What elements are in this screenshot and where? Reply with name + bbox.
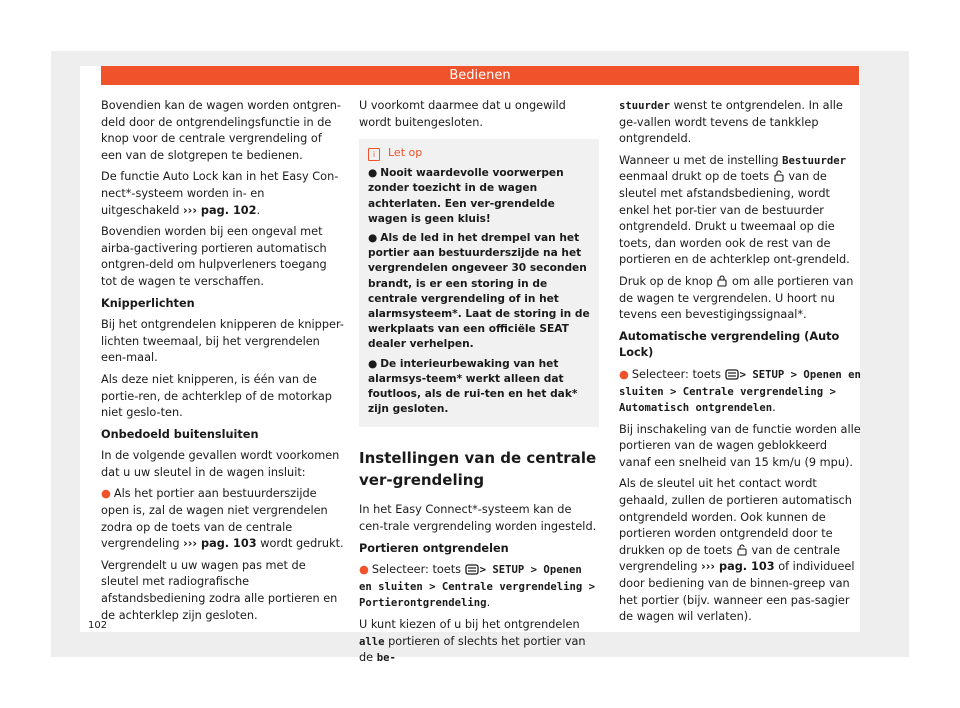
paragraph xyxy=(359,617,599,667)
bullet-icon: ● xyxy=(619,367,629,381)
text: wordt gedrukt. xyxy=(256,537,344,551)
bullet-icon: ● xyxy=(359,563,369,577)
paragraph xyxy=(619,476,861,625)
text: Wanneer u met de instelling xyxy=(619,153,783,167)
bullet-icon: ● xyxy=(101,487,111,501)
menu-path: > SETUP > Openen en sluiten > Centrale vergrendeling > Portierontgrendeling xyxy=(359,564,595,610)
option-value: alle xyxy=(359,635,385,648)
text: van de sleutel met afstandsbediening, wordt enkel het por-tier van de bestuurder ontgrendeld. Drukt u tweemaal op die toets, dan worden ook de rest van de portieren en de achterklep ont-grendeld. xyxy=(619,170,850,267)
paragraph xyxy=(619,98,861,148)
page-reference-link[interactable]: ››› pag. 103 xyxy=(183,537,257,551)
paragraph xyxy=(101,169,346,219)
paragraph: U voorkomt daarmee dat u ongewild wordt buitengesloten. xyxy=(359,99,566,129)
note-title-text: Let op xyxy=(388,146,423,160)
paragraph: Bovendien kan de wagen worden ontgren-deld door de ontgrendelingsfunctie in de knop voor de centrale vergrendeling of een van de slotgrepen te bedienen. xyxy=(101,99,341,162)
paragraph: Bovendien worden bij een ongeval met airba-gactivering portieren automatisch ontgren-deld om hulpverleners toegang tot de wagen te verschaffen. xyxy=(101,225,327,288)
option-value: Bestuurder xyxy=(782,154,846,167)
text: van de centrale vergrendeling xyxy=(619,543,841,574)
text: of individueel door bediening van de binnen-greep van het portier (bijv. wanneer een pas-sagier de wagen wil verlaten). xyxy=(619,560,855,624)
car-menu-icon xyxy=(725,369,739,380)
paragraph xyxy=(619,153,861,269)
text: . xyxy=(772,401,776,415)
text: . xyxy=(256,203,261,217)
page-reference-link[interactable]: ››› pag. 103 xyxy=(701,560,775,574)
info-icon: i xyxy=(368,148,380,161)
column-1 xyxy=(101,98,346,629)
note-title xyxy=(368,145,591,161)
paragraph: In de volgende gevallen wordt voorkomen dat u uw sleutel in de wagen insluit: xyxy=(101,449,340,479)
option-value: stuurder xyxy=(619,100,671,112)
unlock-icon xyxy=(737,544,747,556)
lock-icon xyxy=(717,275,727,287)
paragraph: Vergrendelt u uw wagen pas met de sleutel met radiografische afstandsbediening zodra alle portieren en de achterklep zijn gesloten. xyxy=(101,558,338,622)
section-title: Instellingen van de centrale ver-grendeling xyxy=(359,449,597,490)
subheading-auto-lock: Automatische vergrendeling (Auto Lock) xyxy=(619,329,840,360)
text: Als de sleutel uit het contact wordt gehaald, zullen de portieren automatisch ontgrendeld worden. Ook kunnen de portieren worden ontgrendeld door te drukken op de toets xyxy=(619,477,852,557)
text: eenmaal drukt op de toets xyxy=(619,170,773,184)
page-reference-link[interactable]: ››› pag. 102 xyxy=(183,203,257,217)
paragraph: Bij inschakeling van de functie worden alle portieren van de wagen geblokkeerd vanaf een snelheid van 15 km/u (9 mpu). xyxy=(619,422,861,469)
bullet-icon: ● xyxy=(368,232,378,244)
note-bullet xyxy=(368,166,591,227)
text: Selecteer: toets xyxy=(631,367,725,381)
paragraph: Als deze niet knipperen, is één van de portie-ren, de achterklep of de motorkap niet geslo-ten. xyxy=(101,372,332,420)
menu-path: > SETUP > Openen en sluiten > Centrale vergrendeling > Automatisch ontgrendelen xyxy=(619,368,861,415)
bullet-item xyxy=(101,486,346,552)
text: Als de led in het drempel van het portier aan bestuurderszijde na het vergrendelen ongeveer 30 seconden brandt, is er een storing in de centrale vergrendeling of in het alarmsysteem*. Laat de storing in de werkplaats van een officiële SEAT dealer verhelpen. xyxy=(368,232,590,351)
text: De interieurbewaking van het alarmsys-teem* werkt alleen dat foutloos, als de rui-ten en het dak* zijn gesloten. xyxy=(368,357,578,416)
text: Selecteer: toets xyxy=(371,563,465,577)
note-bullet xyxy=(368,357,591,418)
unlock-icon xyxy=(774,170,784,182)
page-number: 102 xyxy=(88,620,108,631)
note-bullet xyxy=(368,231,591,353)
bullet-icon: ● xyxy=(368,167,378,180)
subheading-knipperlichten: Knipperlichten xyxy=(101,296,195,310)
text: . xyxy=(486,596,491,610)
text: De functie Auto Lock kan in het Easy Con-nect*-systeem worden in- en uitgeschakeld xyxy=(101,170,339,217)
bullet-icon: ● xyxy=(368,357,378,370)
text: wenst te ontgrendelen. In alle ge-vallen wordt tevens de tankklep ontgrendeld. xyxy=(619,99,843,146)
bullet-item xyxy=(619,367,861,417)
paragraph xyxy=(619,274,861,324)
text: Als het portier aan bestuurderszijde open is, zal de wagen niet vergrendelen zodra op de toets van de centrale vergrendeling xyxy=(101,487,328,551)
column-2 xyxy=(359,98,599,672)
chapter-header: Bedienen xyxy=(101,66,859,85)
note-box xyxy=(359,139,599,427)
text: portieren of slechts het portier van de xyxy=(359,634,586,665)
bullet-item xyxy=(359,562,599,612)
text: Druk op de knop xyxy=(619,274,717,288)
text: U kunt kiezen of u bij het ontgrendelen xyxy=(359,618,580,631)
column-3 xyxy=(619,98,861,631)
option-value: be- xyxy=(376,652,396,665)
paragraph: Bij het ontgrendelen knipperen de knipper-lichten tweemaal, bij het vergrendelen een-maal. xyxy=(101,318,344,365)
subheading-portieren-ontgrendelen: Portieren ontgrendelen xyxy=(359,541,509,555)
subheading-buitensluiten: Onbedoeld buitensluiten xyxy=(101,427,259,441)
car-menu-icon xyxy=(465,564,479,575)
paragraph: In het Easy Connect*-systeem kan de cen-trale vergrendeling worden ingesteld. xyxy=(359,503,597,534)
text: Nooit waardevolle voorwerpen zonder toezicht in de wagen achterlaten. Een ver-grendelde wagen is geen kluis! xyxy=(368,167,564,225)
text: om alle portieren van de wagen te vergrendelen. U hoort nu tevens een bevestigingssignaal*. xyxy=(619,274,854,322)
